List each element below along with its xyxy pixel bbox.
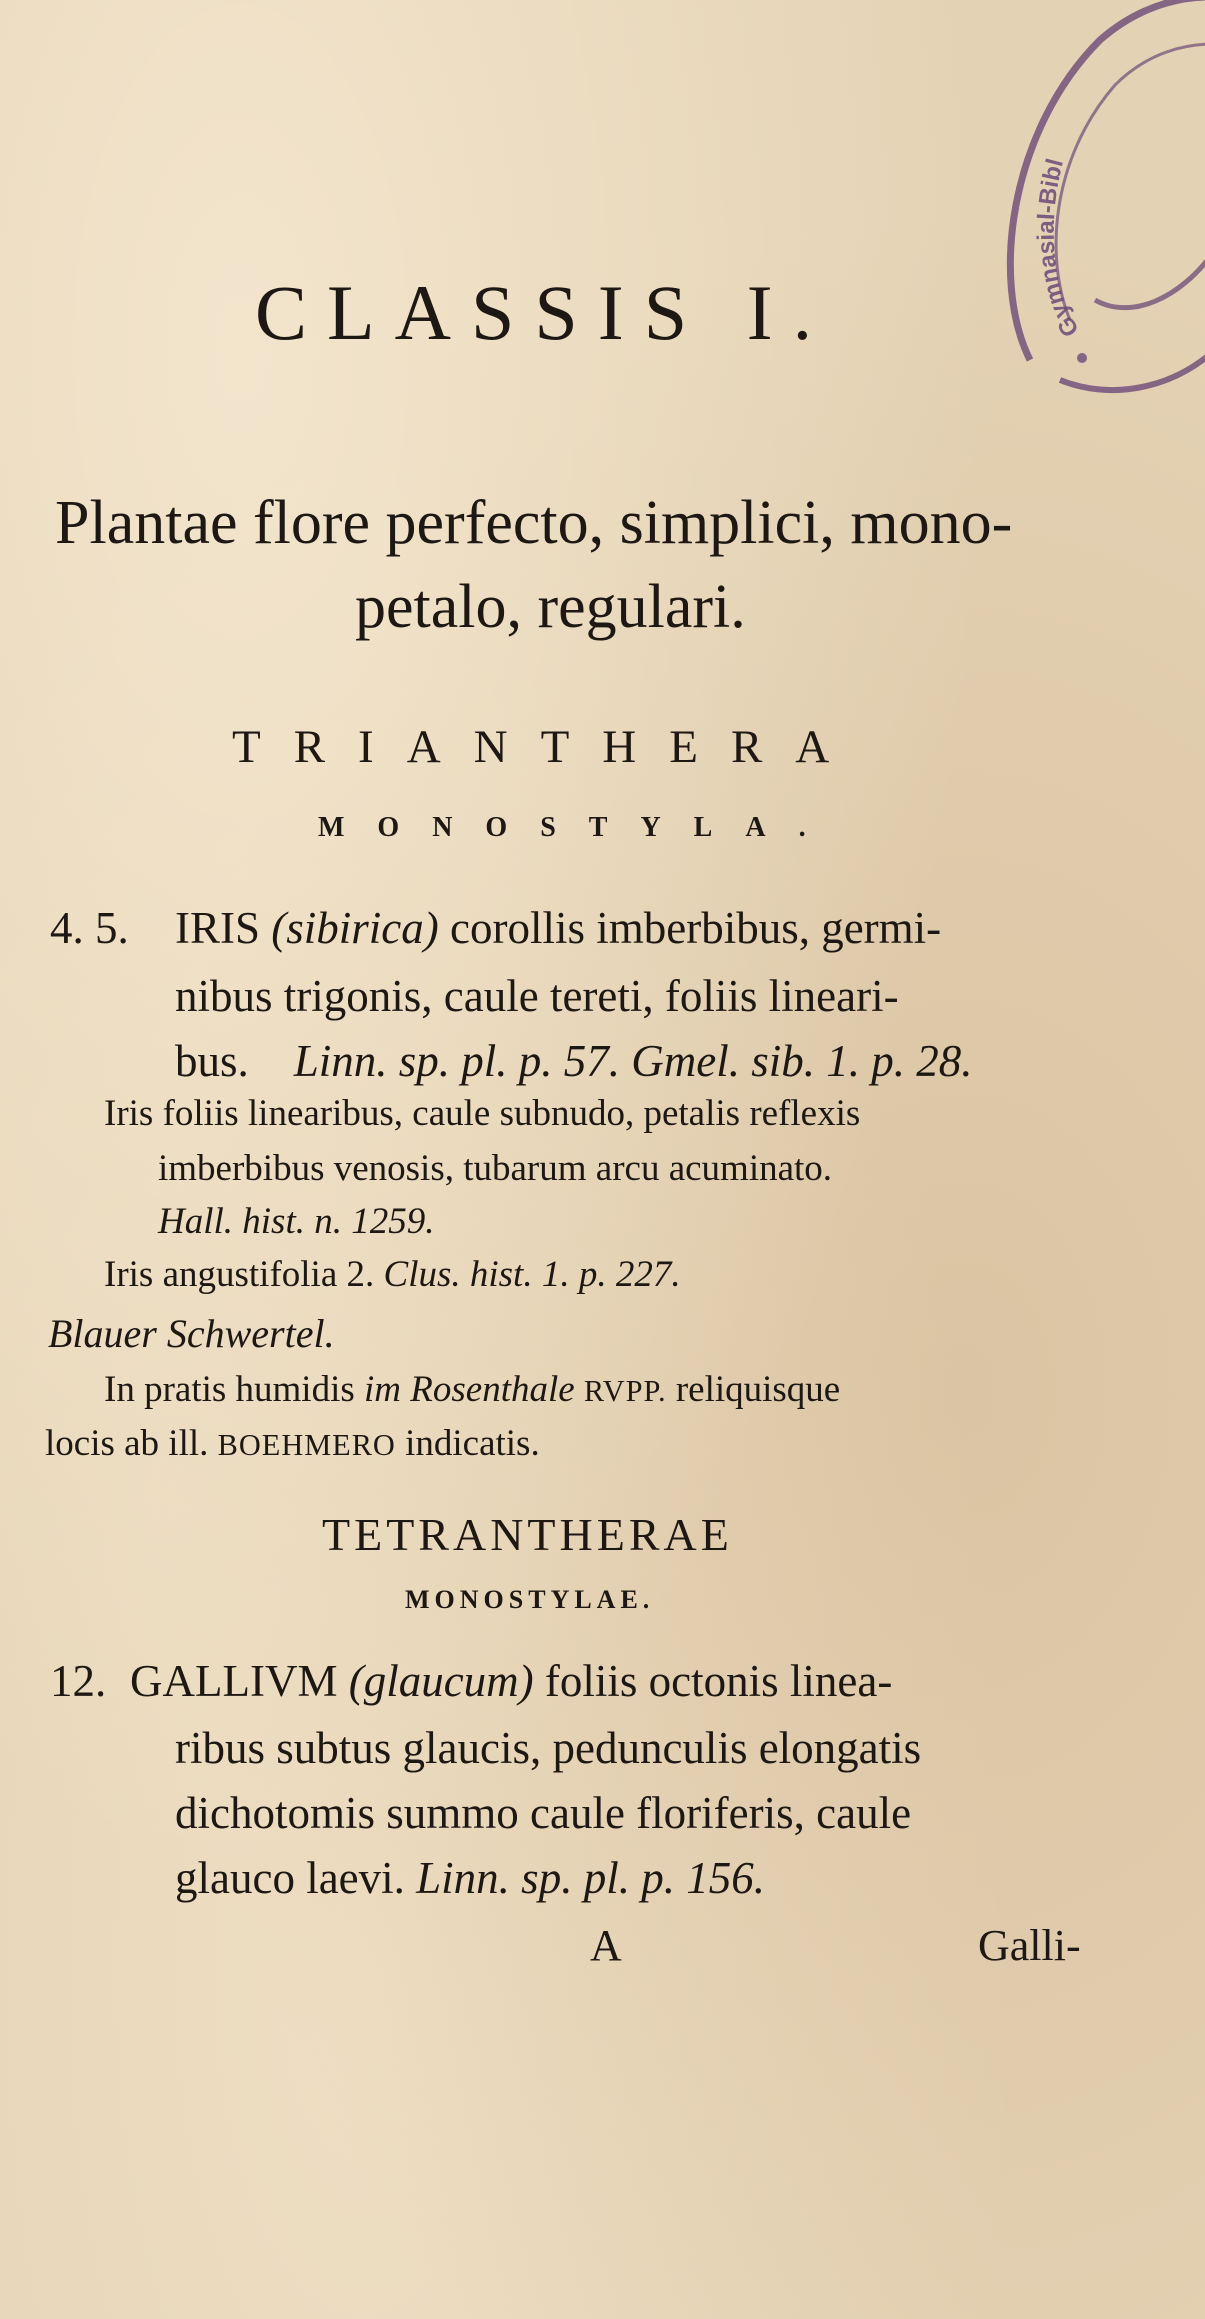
entry-line bbox=[175, 1852, 765, 1904]
entry-text: glauco laevi. bbox=[175, 1853, 405, 1903]
signature-mark: A bbox=[590, 1921, 622, 1970]
habitat-line bbox=[104, 1368, 840, 1411]
entry-text: bus. bbox=[175, 1036, 249, 1086]
synonym-line: imberbibus venosis, tubarum arcu acuminato. bbox=[158, 1148, 833, 1189]
entry-line bbox=[130, 1655, 892, 1707]
entry-line bbox=[175, 902, 941, 954]
section-subtitle: MONOSTYLAE. bbox=[405, 1585, 655, 1614]
vernacular-name: Blauer Schwertel. bbox=[48, 1311, 335, 1356]
place-name: im Rosenthale bbox=[364, 1369, 575, 1410]
habitat-text: locis ab ill. bbox=[45, 1423, 209, 1464]
literature-reference: Linn. sp. pl. p. 156. bbox=[416, 1853, 765, 1903]
entry-text: foliis octonis linea- bbox=[544, 1656, 893, 1706]
section-subtitle: MONOSTYLA. bbox=[318, 812, 839, 843]
stamp-text: Gymnasial-Bibl bbox=[1032, 155, 1085, 342]
entry-text: corollis imberbibus, germi- bbox=[450, 903, 942, 953]
genus-name: IRIS bbox=[175, 903, 261, 953]
entry-number: 12. bbox=[50, 1656, 107, 1706]
habitat-text: In pratis humidis bbox=[104, 1369, 355, 1410]
habitat-text: indicatis. bbox=[405, 1423, 540, 1464]
literature-reference: Hall. hist. n. 1259. bbox=[158, 1201, 435, 1242]
genus-name: GALLIVM bbox=[130, 1656, 338, 1706]
svg-text:Gymnasial-Bibl bbox=[1033, 156, 1085, 342]
author-name: RVPP. bbox=[583, 1374, 667, 1408]
species-name: (glaucum) bbox=[348, 1656, 534, 1706]
section-title: TRIANTHERA bbox=[232, 721, 863, 773]
entry-line: dichotomis summo caule floriferis, caule bbox=[175, 1788, 912, 1838]
synonym-line bbox=[104, 1253, 681, 1296]
class-heading-line-2: petalo, regulari. bbox=[355, 573, 746, 641]
habitat-text: reliquisque bbox=[675, 1369, 841, 1410]
entry-line bbox=[175, 1035, 973, 1087]
entry-line: nibus trigonis, caule tereti, foliis lineari- bbox=[175, 971, 899, 1021]
catchword: Galli- bbox=[978, 1921, 1081, 1970]
section-title: TETRANTHERAE bbox=[322, 1509, 733, 1560]
habitat-line bbox=[45, 1422, 540, 1465]
literature-reference: Linn. sp. pl. p. 57. Gmel. sib. 1. p. 28. bbox=[293, 1036, 973, 1086]
synonym-text: Iris angustifolia 2. bbox=[104, 1254, 375, 1295]
class-title: CLASSIS I. bbox=[255, 269, 833, 356]
species-name: (sibirica) bbox=[271, 903, 439, 953]
literature-reference: Clus. hist. 1. p. 227. bbox=[383, 1254, 681, 1295]
synonym-line: Iris foliis linearibus, caule subnudo, petalis reflexis bbox=[104, 1093, 861, 1134]
author-name: BOEHMERO bbox=[217, 1428, 396, 1462]
class-heading-line-1: Plantae flore perfecto, simplici, mono- bbox=[55, 489, 1013, 557]
entry-number: 4. 5. bbox=[50, 903, 129, 953]
library-stamp-icon bbox=[1000, 0, 1205, 420]
entry-line: ribus subtus glaucis, pedunculis elongatis bbox=[175, 1723, 922, 1773]
